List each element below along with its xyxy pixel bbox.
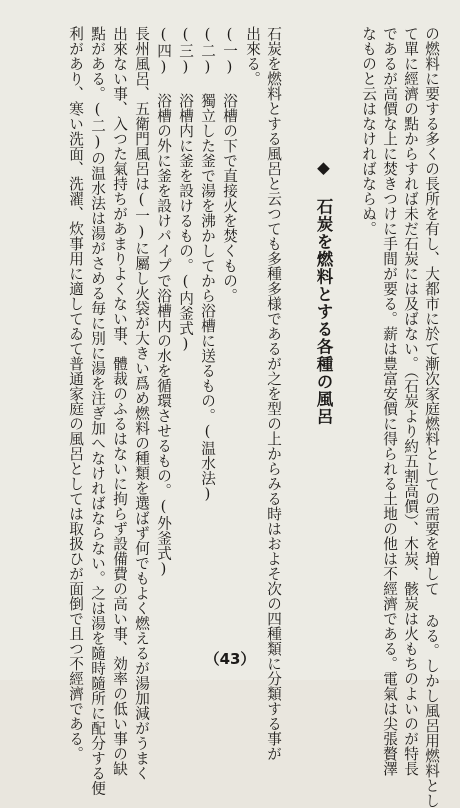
list-item: (一) 浴槽の下で直接火を焚くもの。 — [221, 26, 238, 304]
text-column: 利があり、寒い洗面、洗濯、炊事用に適してゐて普通家庭の風呂としては取扱ひが面倒で且つ不經濟である。 — [67, 26, 84, 761]
text-column: なものと云はなければならぬ。 — [360, 26, 377, 236]
list-item: (四) 浴槽の外に釜を設けパイプで浴槽内の水を循環させるもの。(外釜式) — [155, 26, 172, 578]
text-column: の燃料に要する多くの長所を有し、大都市に於て漸次家庭燃料としての需要を増して ゐる。しかし風呂用燃料とし — [423, 26, 440, 808]
text-column: 石炭を燃料とする風呂と云つても多種多様であるが之を型の上からみる時はおよそ次の四種類に分類する事が — [265, 26, 282, 761]
page-number: （43） — [204, 650, 256, 668]
section-heading: ◆ 石炭を燃料とする各種の風呂 — [314, 158, 333, 426]
text-column: 出來ない事、入つた氣持ちがあまりよくない事、體裁のふるはないに拘らず設備費の高い事、効率の低い事の缺 — [111, 26, 128, 776]
text-column: であるが高價な上に焚きつけに手間が要る。薪は豊富安價に得られる土地の他は不經濟である。電氣は尖張贅澤 — [381, 26, 398, 776]
text-column: 點がある。(二)の温水法は湯がさめる毎に別に湯を注ぎ加へなければならない。之は湯を隨時隨所に配分する便 — [89, 26, 106, 796]
text-column: 出來る。 — [244, 26, 261, 86]
list-item: (三) 浴槽内に釜を設けるもの。(内釜式) — [177, 26, 194, 353]
text-column: 長州風呂、五衛門風呂は(一)に屬し火袋が大きい爲め燃料の種類を選ばず何でもよく燃えるが湯加減がうまく — [133, 26, 150, 781]
text-column: て單に經濟の點からすれば未だ石炭には及ばない。（石炭より約五割高價）、木炭、骸炭は火もちのよいのが特長 — [402, 26, 419, 777]
list-item: (二) 獨立した釜で湯を沸かしてから浴槽に送るもの。(温水法) — [199, 26, 216, 503]
